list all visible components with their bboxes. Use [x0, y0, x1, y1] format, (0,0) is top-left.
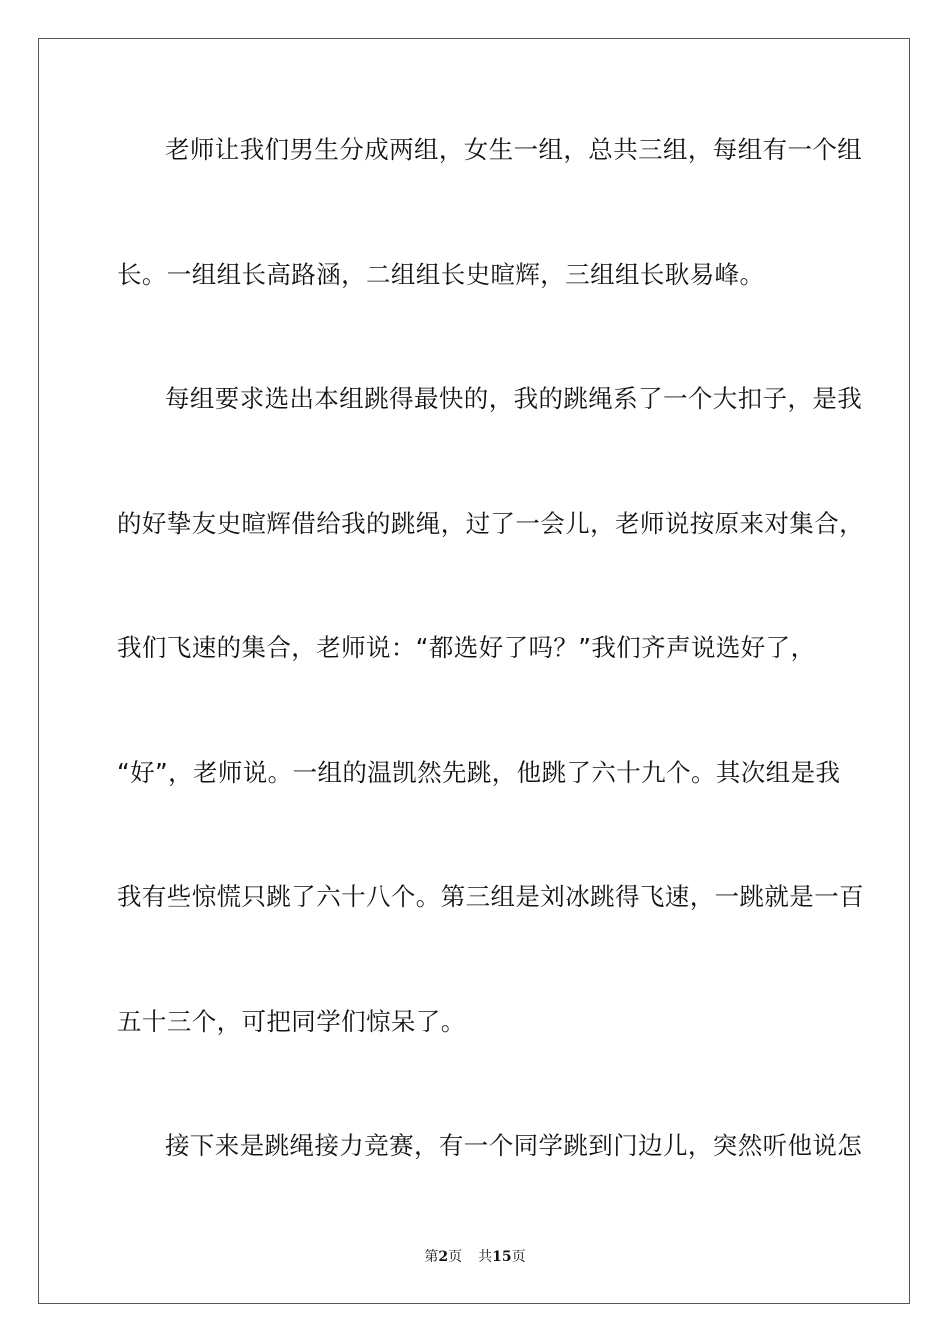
paragraph-1-line-1: 老师让我们男生分成两组，女生一组，总共三组，每组有一个组 [165, 135, 863, 164]
page-suffix: 页 [448, 1249, 463, 1265]
paragraph-2-line-3: 我们飞速的集合，老师说：“都选好了吗？”我们齐声说选好了， [117, 633, 816, 662]
total-pages: 15 [492, 1249, 512, 1265]
paragraph-3-line-1: 接下来是跳绳接力竞赛，有一个同学跳到门边儿，突然听他说怎 [165, 1131, 863, 1160]
paragraph-2-line-1: 每组要求选出本组跳得最快的，我的跳绳系了一个大扣子，是我 [165, 384, 863, 413]
page-number: 2 [438, 1249, 449, 1265]
page-prefix: 第 [424, 1249, 439, 1265]
total-suffix: 页 [511, 1249, 526, 1265]
page-border [38, 38, 910, 1304]
page-footer [0, 1248, 950, 1266]
paragraph-2-line-4: “好”，老师说。一组的温凯然先跳，他跳了六十九个。其次组是我 [117, 758, 841, 787]
total-prefix: 共 [478, 1249, 493, 1265]
paragraph-2-line-2: 的好挚友史暄辉借给我的跳绳，过了一会儿，老师说按原来对集合， [117, 509, 864, 538]
paragraph-2-line-5: 我有些惊慌只跳了六十八个。第三组是刘冰跳得飞速，一跳就是一百 [117, 882, 864, 911]
paragraph-1-line-2: 长。一组组长高路涵，二组组长史暄辉，三组组长耿易峰。 [117, 260, 765, 289]
paragraph-2-line-6: 五十三个，可把同学们惊呆了。 [117, 1007, 466, 1036]
